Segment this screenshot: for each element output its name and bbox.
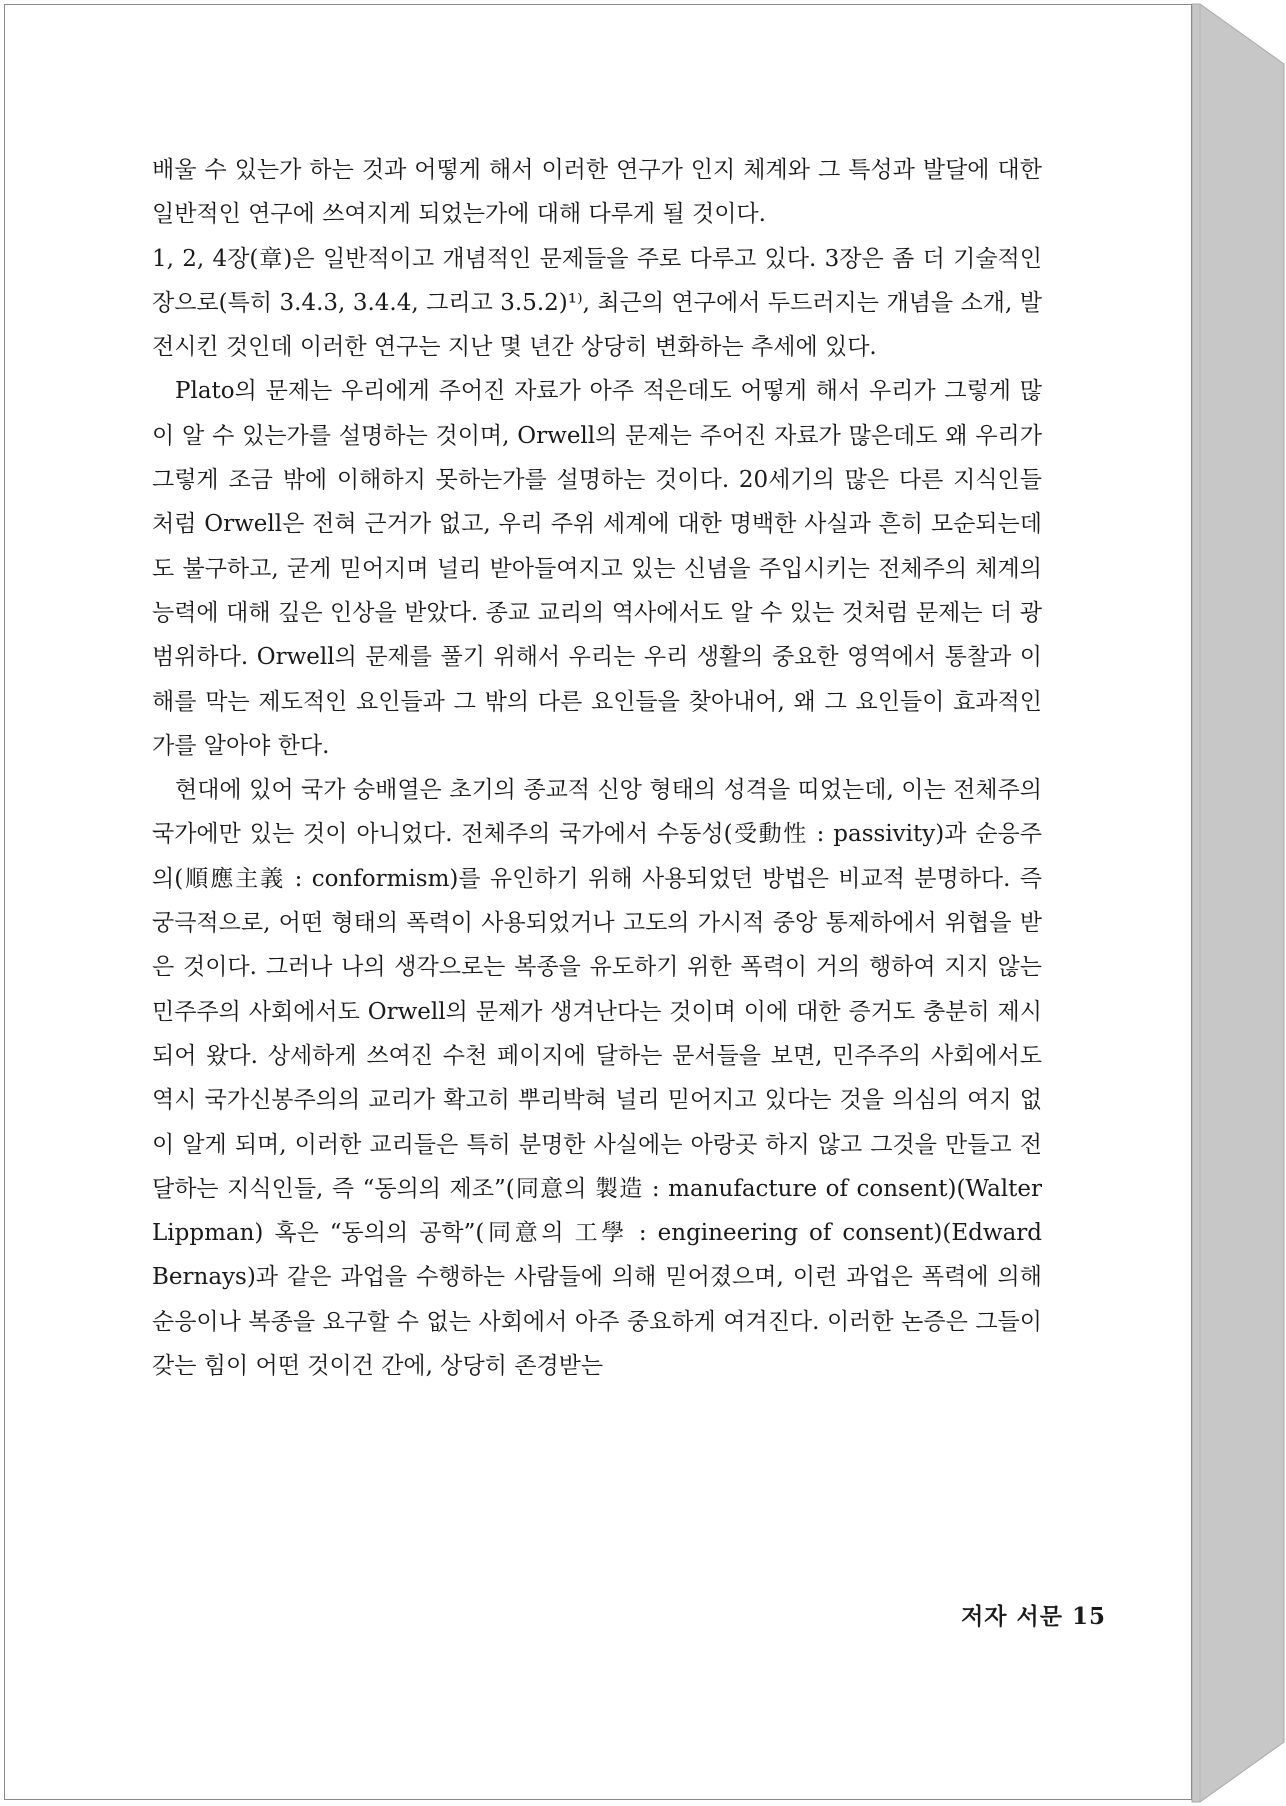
paragraph-2: 1, 2, 4장(章)은 일반적이고 개념적인 문제들을 주로 다루고 있다. 3장은 좀 더 기술적인 장으로(특히 3.4.3, 3.4.4, 그리고 3.5.2)¹⁾, 최근의 연구에서 두드러지는 개념을 소개, 발전시킨 것인데 이러한 연구는 지난 몇 년간 상당히 변화하는 추세에 있다.: [152, 245, 1042, 361]
paragraph-4: 현대에 있어 국가 숭배열은 초기의 종교적 신앙 형태의 성격을 띠었는데, 이는 전체주의 국가에만 있는 것이 아니었다. 전체주의 국가에서 수동성(受動性 : passivity)과 순응주의(順應主義 : conformism)를 유인하기 위해 사용되었던 방법은 비교적 분명하다. 즉 궁극적으로, 어떤 형태의 폭력이 사용되었거나 고도의 가시적 중앙 통제하에서 위협을 받은 것이다. 그러나 나의 생각으로는 복종을 유도하기 위한 폭력이 거의 행하여 지지 않는 민주주의 사회에서도 Orwell의 문제가 생겨난다는 것이며 이에 대한 증거도 충분히 제시되어 왔다. 상세하게 쓰여진 수천 페이지에 달하는 문서들을 보면, 민주주의 사회에서도 역시 국가신봉주의의 교리가 확고히 뿌리박혀 널리 믿어지고 있다는 것을 의심의 여지 없이 알게 되며, 이러한 교리들은 특히 분명한 사실에는 아랑곳 하지 않고 그것을 만들고 전달하는 지식인들, 즉 “동의의 제조”(同意의 製造 : manufacture of consent)(Walter Lippman) 혹은 “동의의 공학”(同意의 工學 : engineering of consent)(Edward Bernays)과 같은 과업을 수행하는 사람들에 의해 믿어졌으며, 이런 과업은 폭력에 의해 순응이나 복종을 요구할 수 없는 사회에서 아주 중요하게 여겨진다. 이러한 논증은 그들이 갖는 힘이 어떤 것이건 간에, 상당히 존경받는: [152, 777, 1042, 1380]
page-folio: 저자 서문 15: [961, 1603, 1106, 1630]
book-spine: [1192, 4, 1284, 1802]
paragraph-3: Plato의 문제는 우리에게 주어진 자료가 아주 적은데도 어떻게 해서 우리가 그렇게 많이 알 수 있는가를 설명하는 것이며, Orwell의 문제는 주어진 자료가 많은데도 왜 우리가 그렇게 조금 밖에 이해하지 못하는가를 설명하는 것이다. 20세기의 많은 다른 지식인들 처럼 Orwell은 전혀 근거가 없고, 우리 주위 세계에 대한 명백한 사실과 흔히 모순되는데도 불구하고, 굳게 믿어지며 널리 받아들여지고 있는 신념을 주입시키는 전체주의 체계의 능력에 대해 깊은 인상을 받았다. 종교 교리의 역사에서도 알 수 있는 것처럼 문제는 더 광범위하다. Orwell의 문제를 풀기 위해서 우리는 우리 생활의 중요한 영역에서 통찰과 이해를 막는 제도적인 요인들과 그 밖의 다른 요인들을 찾아내어, 왜 그 요인들이 효과적인가를 알아야 한다.: [152, 378, 1042, 759]
page-body-text: [152, 148, 1042, 1388]
paragraph-1: 배울 수 있는가 하는 것과 어떻게 해서 이러한 연구가 인지 체계와 그 특성과 발달에 대한 일반적인 연구에 쓰여지게 되었는가에 대해 다루게 될 것이다.: [152, 157, 1042, 228]
